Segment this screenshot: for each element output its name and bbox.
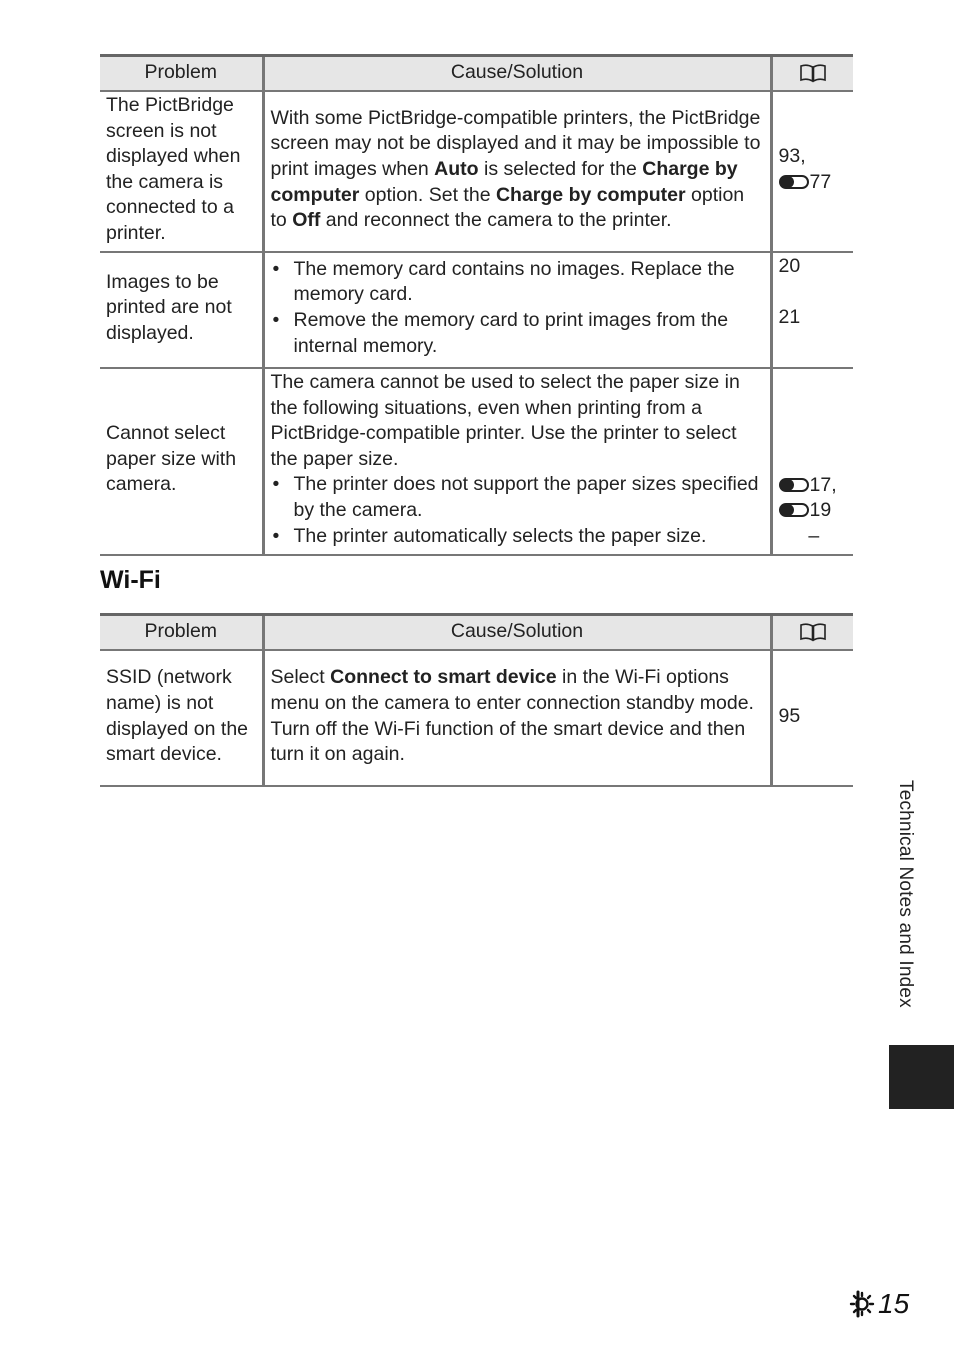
section-title-wifi: Wi-Fi xyxy=(100,566,161,594)
bullet-item: • The memory card contains no images. Replace the memory card. xyxy=(271,257,766,308)
bullet-item: • Remove the memory card to print images from the internal memory. xyxy=(271,308,766,359)
f-page-icon xyxy=(848,1289,878,1319)
problem-cell: Images to be printed are not displayed. xyxy=(100,252,263,368)
cause-line: Turn off the Wi-Fi function of the smart device and then turn it on again. xyxy=(270,717,746,766)
page-reference: – xyxy=(808,524,820,547)
e-reference-icon xyxy=(779,175,809,189)
printing-troubleshooting-table xyxy=(100,54,853,556)
problem-cell: The PictBridge screen is not displayed when the camera is connected to a printer. xyxy=(100,91,263,252)
cause-cell: With some PictBridge-compatible printers, the PictBridge screen may not be displayed and it may be impossible to print images when Auto is selected for the Charge by computer option. Set the Charge by computer option to Off and reconnect the camera to the printer. xyxy=(263,91,771,252)
e-reference-icon xyxy=(779,503,809,517)
section-tab-marker xyxy=(889,1045,954,1109)
book-reference-icon xyxy=(799,622,827,642)
cause-header: Cause/Solution xyxy=(263,615,771,651)
page-reference: 17, xyxy=(809,473,837,496)
reference-cell: 95 xyxy=(771,650,853,786)
problem-header: Problem xyxy=(100,615,263,651)
page-reference: 19 xyxy=(809,499,832,522)
table-row xyxy=(100,650,853,786)
page-reference: 77 xyxy=(809,170,832,193)
bullet-item: • The printer does not support the paper sizes specified by the camera. xyxy=(271,472,766,523)
wifi-troubleshooting-table xyxy=(100,613,853,787)
page-reference: 20 xyxy=(778,254,801,277)
table-row xyxy=(100,91,853,252)
table-row xyxy=(100,252,853,368)
bullet-item: • The printer automatically selects the paper size. xyxy=(271,524,766,550)
problem-header: Problem xyxy=(100,56,263,92)
table-header-row xyxy=(100,56,853,92)
page-number xyxy=(848,1288,909,1320)
problem-cell: Cannot select paper size with camera. xyxy=(100,368,263,555)
e-reference-icon xyxy=(779,478,809,492)
page-reference: 21 xyxy=(778,305,801,328)
reference-cell xyxy=(771,368,853,555)
reference-header xyxy=(771,615,853,651)
reference-cell xyxy=(771,91,853,252)
cause-cell: Select Connect to smart device in the Wi-Fi options menu on the camera to enter connection standby mode. Turn off the Wi-Fi function of the smart device and then turn it on again. xyxy=(263,650,771,786)
table-header-row xyxy=(100,615,853,651)
page-number-text: 15 xyxy=(878,1288,910,1319)
cause-cell xyxy=(263,368,771,555)
book-reference-icon xyxy=(799,63,827,83)
cause-intro: The camera cannot be used to select the paper size in the following situations, even when printing from a PictBridge-compatible printer. Use the printer to select the paper size. xyxy=(270,370,740,470)
page-reference: 93, xyxy=(778,145,806,168)
problem-cell: SSID (network name) is not displayed on the smart device. xyxy=(100,650,263,786)
cause-cell xyxy=(263,252,771,368)
section-side-label: Technical Notes and Index xyxy=(895,780,916,1008)
reference-header xyxy=(771,56,853,92)
cause-header: Cause/Solution xyxy=(263,56,771,92)
table-row xyxy=(100,368,853,555)
reference-cell xyxy=(771,252,853,368)
